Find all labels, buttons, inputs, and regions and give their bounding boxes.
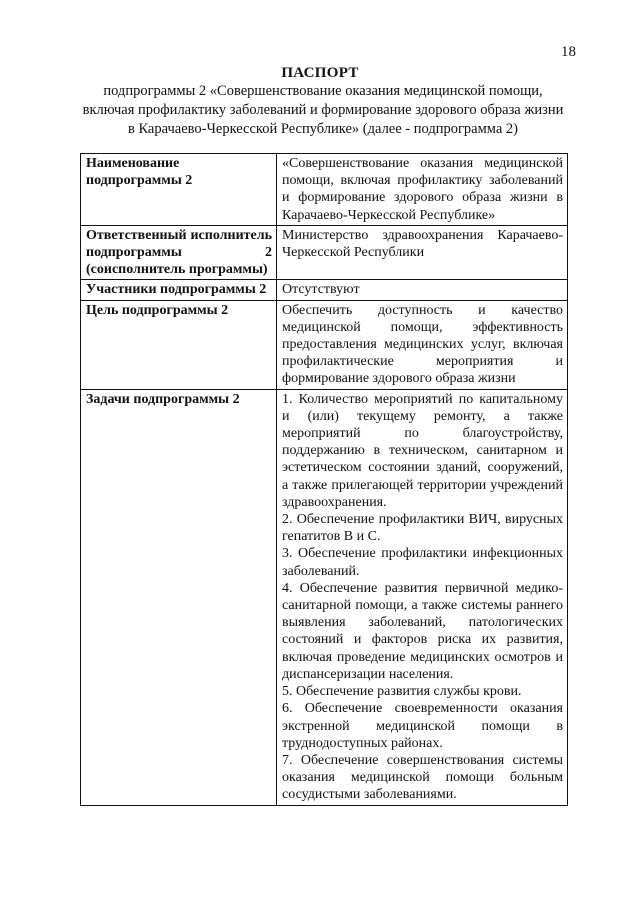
row-label: Задачи подпрограммы 2 [81,389,277,805]
row-label: Цель подпрограммы 2 [81,300,277,389]
task-item: 3. Обеспечение профилактики инфекционных заболеваний. [282,546,563,579]
task-item: 6. Обеспечение своевременности оказания экстренной медицинской помощи в труднодоступных районах. [282,701,563,751]
table-row-tasks [81,389,568,805]
tasks-list [277,389,568,805]
row-value: «Совершенствование оказания медицинской помощи, включая профилактику заболеваний и формирование здорового образа жизни в Карачаево-Черкесской Республике» [277,154,568,226]
passport-table [80,153,568,806]
task-item: 2. Обеспечение профилактики ВИЧ, вирусных гепатитов B и C. [282,512,563,545]
task-item: 1. Количество мероприятий по капитальному и (или) текущему ремонту, а также мероприятий по благоустройству, поддержанию в техническом, санитарном и эстетическом состоянии зданий, сооружений, а также прилегающей территории учреждений здравоохранения. [282,391,563,510]
row-value: Отсутствуют [277,280,568,300]
row-value: Министерство здравоохранения Карачаево-Черкесской Республики [277,225,568,280]
row-value: Обеспечить доступность и качество медицинской помощи, эффективность предоставления медицинских услуг, включая профилактические мероприятия и формирование здорового образа жизни [277,300,568,389]
document-subtitle: подпрограммы 2 «Совершенствование оказания медицинской помощи, включая профилактику заболеваний и формирование здорового образа жизни в Карачаево-Черкесской Республике» (далее - подпрограмма 2) [82,83,564,137]
table-row-name [81,154,568,226]
table-row-goal [81,300,568,389]
page-number: 18 [561,44,576,60]
document-title: ПАСПОРТ [281,65,359,81]
table-row-executor [81,225,568,280]
row-label: Наименование подпрограммы 2 [81,154,277,226]
row-label: Участники подпрограммы 2 [81,280,277,300]
task-item: 5. Обеспечение развития службы крови. [282,684,522,700]
task-item: 4. Обеспечение развития первичной медико-санитарной помощи, а также системы раннего выявления заболеваний, патологических состояний и факторов риска их развития, включая проведение медицинских осмотров и диспансеризации населения. [282,580,563,682]
task-item: 7. Обеспечение совершенствования системы оказания медицинской помощи больным сосудистыми заболеваниями. [282,752,563,803]
table-row-participants [81,280,568,300]
row-label: Ответственный исполнитель подпрограммы 2 (соисполнитель программы) [81,225,277,280]
